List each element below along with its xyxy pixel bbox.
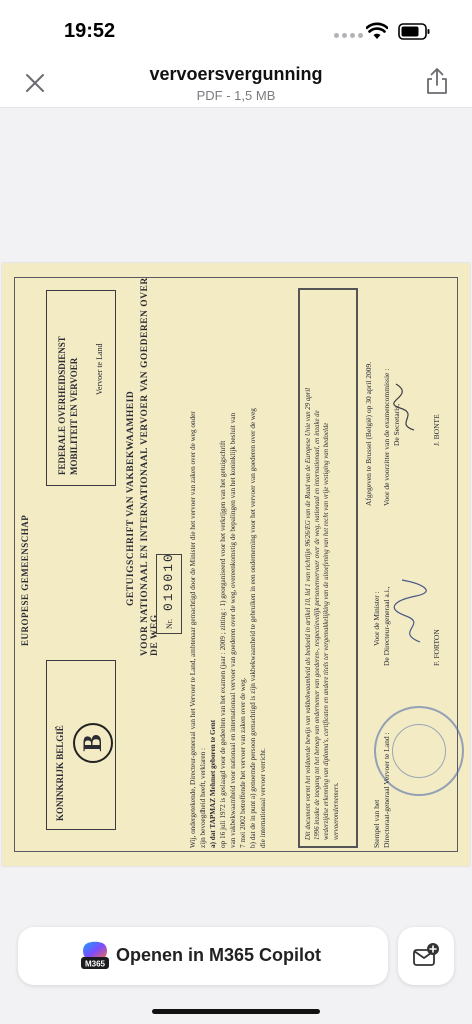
body-line: 7 mei 2002 betreffende het vervoer van zaken over de weg.: [239, 677, 247, 848]
open-in-copilot-label: Openen in M365 Copilot: [116, 945, 322, 965]
body-line: op 16 juli 1972 is geslaagd voor de gedeelten van het examen (jaar : 2009 ; zitting : 1) georganiseerd voor het verkrijgen van het getuigschrift: [219, 440, 227, 848]
home-indicator[interactable]: [152, 1009, 320, 1014]
legal-notice: [298, 288, 358, 848]
open-in-copilot-button[interactable]: [18, 927, 388, 985]
viewer-header: [0, 56, 472, 108]
body-line: b) dat de in punt a) genoemde persoon gemachtigd is zijn vakbekwaamheid te gebruiken in een onderneming voor het vervoer van goederen over de weg: [249, 408, 257, 848]
stamp-label: Stempel van het: [372, 799, 381, 848]
status-bar: [0, 0, 472, 56]
m365-copilot-icon: [80, 941, 110, 971]
wifi-icon: [366, 22, 388, 40]
kingdom-label: KONINKRIJK BELGIË: [55, 725, 65, 821]
document-meta: PDF - 1,5 MB: [196, 88, 276, 103]
body-line: zijn bevoegdheid heeft, verklaren :: [199, 748, 207, 848]
signal-dots-icon: [334, 33, 363, 38]
legal-line: 1996 inzake de toegang tot het beroep van ondernemer van goederen-, respectievelijk personenvervoer over de weg, nationaal en internationaal, en inzake de: [314, 410, 322, 840]
share-icon[interactable]: [424, 66, 450, 96]
signature-bonte: [386, 376, 426, 436]
body-line: a) dat TAPMAZ Mehmet geboren te Gent: [209, 719, 217, 848]
status-time: 19:52: [64, 20, 116, 42]
close-icon[interactable]: [20, 68, 50, 98]
certificate-number-box: [156, 554, 182, 634]
department-label: Vervoer te Land: [95, 343, 104, 395]
document-title: vervoersvergunning: [149, 64, 323, 84]
legal-line: wederzijdse erkenning van diploma's, certificaten en andere titels ter vergemakkelijking van de uitoefening van het recht van vrije vestiging van bedoelde: [323, 422, 331, 840]
body-line: Wij, ondergetekende, Directeur-generaal van het Vervoer te Land, ambtenaar gemachtigd door de Minister die het vervoer van zaken over de weg onder: [189, 411, 197, 848]
pdf-page[interactable]: [2, 263, 470, 866]
certificate-content: [2, 263, 470, 866]
issued-line: Afgegeven te Brussel (België) op 30 april 2009.: [364, 361, 373, 506]
signatory-left: F. FORTON: [432, 629, 441, 666]
mail-add-icon: [412, 942, 440, 970]
stamp-label-2: Directoraat-generaal Vervoer te Land :: [382, 732, 391, 848]
minister-line-2: De Directeur-generaal a.i.,: [382, 586, 391, 666]
m365-logo-text: M365: [84, 959, 106, 969]
battery-icon: [398, 23, 430, 40]
authority-box: [46, 290, 116, 486]
authority-line-2: MOBILITEIT EN VERVOER: [69, 357, 79, 475]
eu-heading: EUROPESE GEMEENSCHAP: [20, 514, 30, 646]
number-label: Nr.: [165, 619, 174, 629]
minister-line-1: Voor de Minister :: [372, 591, 381, 646]
mail-add-button[interactable]: [398, 927, 454, 985]
body-line: van vakbekwaamheid voor nationaal en internationaal vervoer van goederen over de weg, overeenkomstig de bepalingen van het koninklijk besluit van: [229, 412, 237, 848]
chair-line-1: Voor de voorzitter van de examencommissie :: [382, 368, 391, 506]
certificate-title-1: GETUIGSCHRIFT VAN VAKBEKWAAMHEID: [126, 390, 136, 606]
body-line: die internationaal vervoer verricht.: [259, 748, 267, 848]
signature-forton: [388, 576, 432, 646]
country-code: B: [78, 734, 107, 752]
document-title-block: [80, 64, 392, 103]
country-code-badge: [73, 723, 113, 763]
certificate-number: 019010: [161, 552, 176, 611]
authority-line-1: FEDERALE OVERHEIDSDIENST: [57, 336, 67, 475]
legal-line: Dit document vormt het voldoende bewijs van vakbekwaamheid als bedoeld in artikel 10, lid 1 van richtlijn 96/26/EG van de Raad van de Europese Unie van 29 april: [305, 387, 312, 840]
certificate-body: [188, 288, 268, 848]
certificate-title-2: VOOR NATIONAAL EN INTERNATIONAAL VERVOER VAN GOEDEREN OVER DE WEG: [140, 277, 160, 656]
legal-line: vervoerondernemers.: [332, 782, 340, 840]
chair-line-2: De Secretaris,: [392, 403, 401, 446]
signatory-right: J. BONTE: [432, 414, 441, 446]
stamp-caption: [372, 732, 392, 848]
country-box: [46, 660, 116, 830]
